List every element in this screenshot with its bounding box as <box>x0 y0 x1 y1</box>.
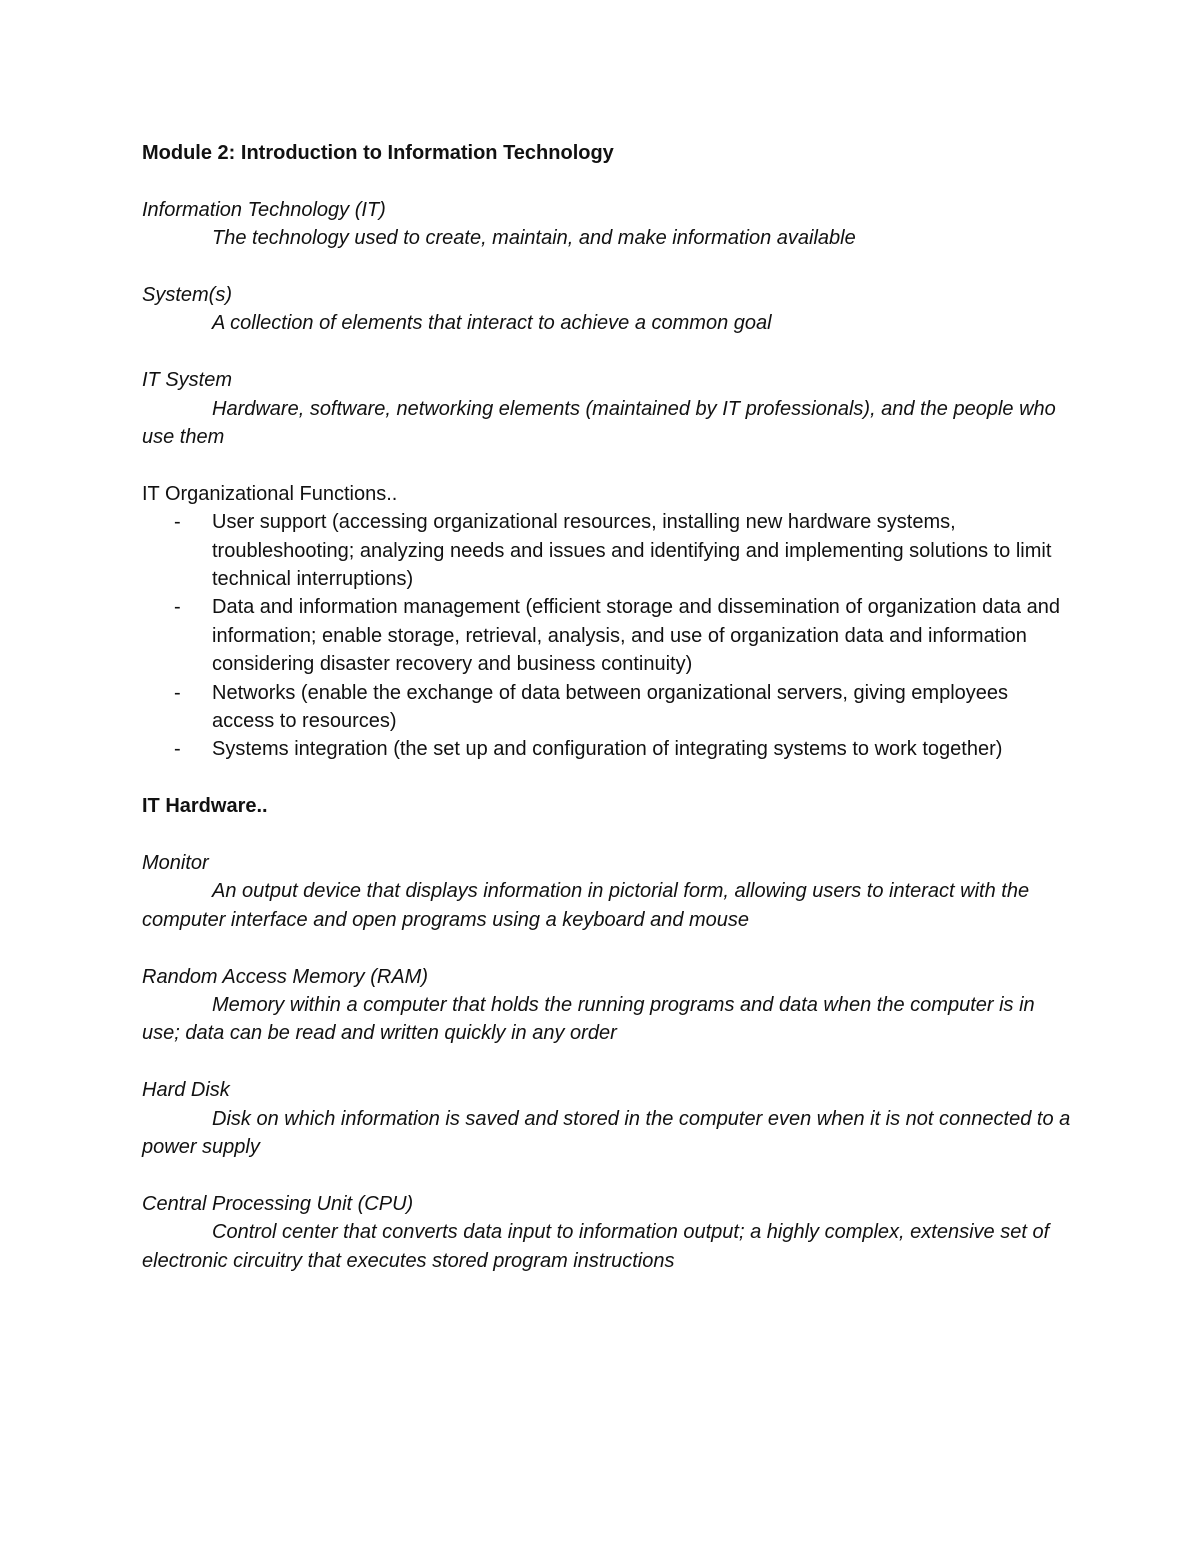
list-item-text: Systems integration (the set up and configuration of integrating systems to work together) <box>212 738 1003 761</box>
spacer <box>142 934 1072 962</box>
document-title: Module 2: Introduction to Information Technology <box>142 142 614 164</box>
spacer <box>142 253 1072 281</box>
list-item <box>142 735 1072 763</box>
definition-cpu: Control center that converts data input to information output; a highly complex, extensive set of electronic circuitry that executes stored program instructions <box>142 1221 1050 1272</box>
definition-information-technology: The technology used to create, maintain, and make information available <box>212 227 856 250</box>
bullet-dash: - <box>174 681 181 704</box>
term-hard-disk: Hard Disk <box>142 1079 230 1102</box>
list-item-text: Data and information management (efficient storage and dissemination of organization data and information; enable storage, retrieval, analysis, and use of organization data and information considering disaster recovery and business continuity) <box>212 596 1060 676</box>
hardware-heading: IT Hardware.. <box>142 795 268 818</box>
spacer <box>142 821 1072 849</box>
definition-monitor: An output device that displays information in pictorial form, allowing users to interact with the computer interface and open programs using a keyboard and mouse <box>142 880 1030 931</box>
definition-systems: A collection of elements that interact to achieve a common goal <box>212 312 772 335</box>
definition-ram: Memory within a computer that holds the running programs and data when the computer is in use; data can be read and written quickly in any order <box>142 994 1035 1045</box>
spacer <box>142 451 1072 479</box>
term-cpu: Central Processing Unit (CPU) <box>142 1192 414 1215</box>
bullet-dash: - <box>174 511 181 534</box>
term-it-system: IT System <box>142 369 233 392</box>
bullet-dash: - <box>174 596 181 619</box>
spacer <box>142 1162 1072 1190</box>
list-item <box>142 593 1072 678</box>
spacer <box>142 1048 1072 1076</box>
list-item-text: User support (accessing organizational resources, installing new hardware systems, troubleshooting; analyzing needs and issues and identifying and implementing solutions to limit technical interruptions) <box>212 511 1052 591</box>
list-item <box>142 508 1072 593</box>
functions-list <box>142 508 1072 764</box>
document-page <box>142 139 1072 1275</box>
definition-hard-disk: Disk on which information is saved and stored in the computer even when it is not connected to a power supply <box>142 1107 1071 1159</box>
term-information-technology: Information Technology (IT) <box>142 198 386 221</box>
spacer <box>142 167 1072 195</box>
term-monitor: Monitor <box>142 852 209 875</box>
term-systems: System(s) <box>142 284 232 306</box>
spacer <box>142 338 1072 366</box>
list-item <box>142 679 1072 736</box>
definition-it-system: Hardware, software, networking elements (maintained by IT professionals), and the people who use them <box>142 397 1056 449</box>
bullet-dash: - <box>174 738 181 761</box>
term-ram: Random Access Memory (RAM) <box>142 965 428 988</box>
spacer <box>142 764 1072 792</box>
list-item-text: Networks (enable the exchange of data between organizational servers, giving employees access to resources) <box>212 681 1009 733</box>
functions-label: IT Organizational Functions.. <box>142 482 398 505</box>
